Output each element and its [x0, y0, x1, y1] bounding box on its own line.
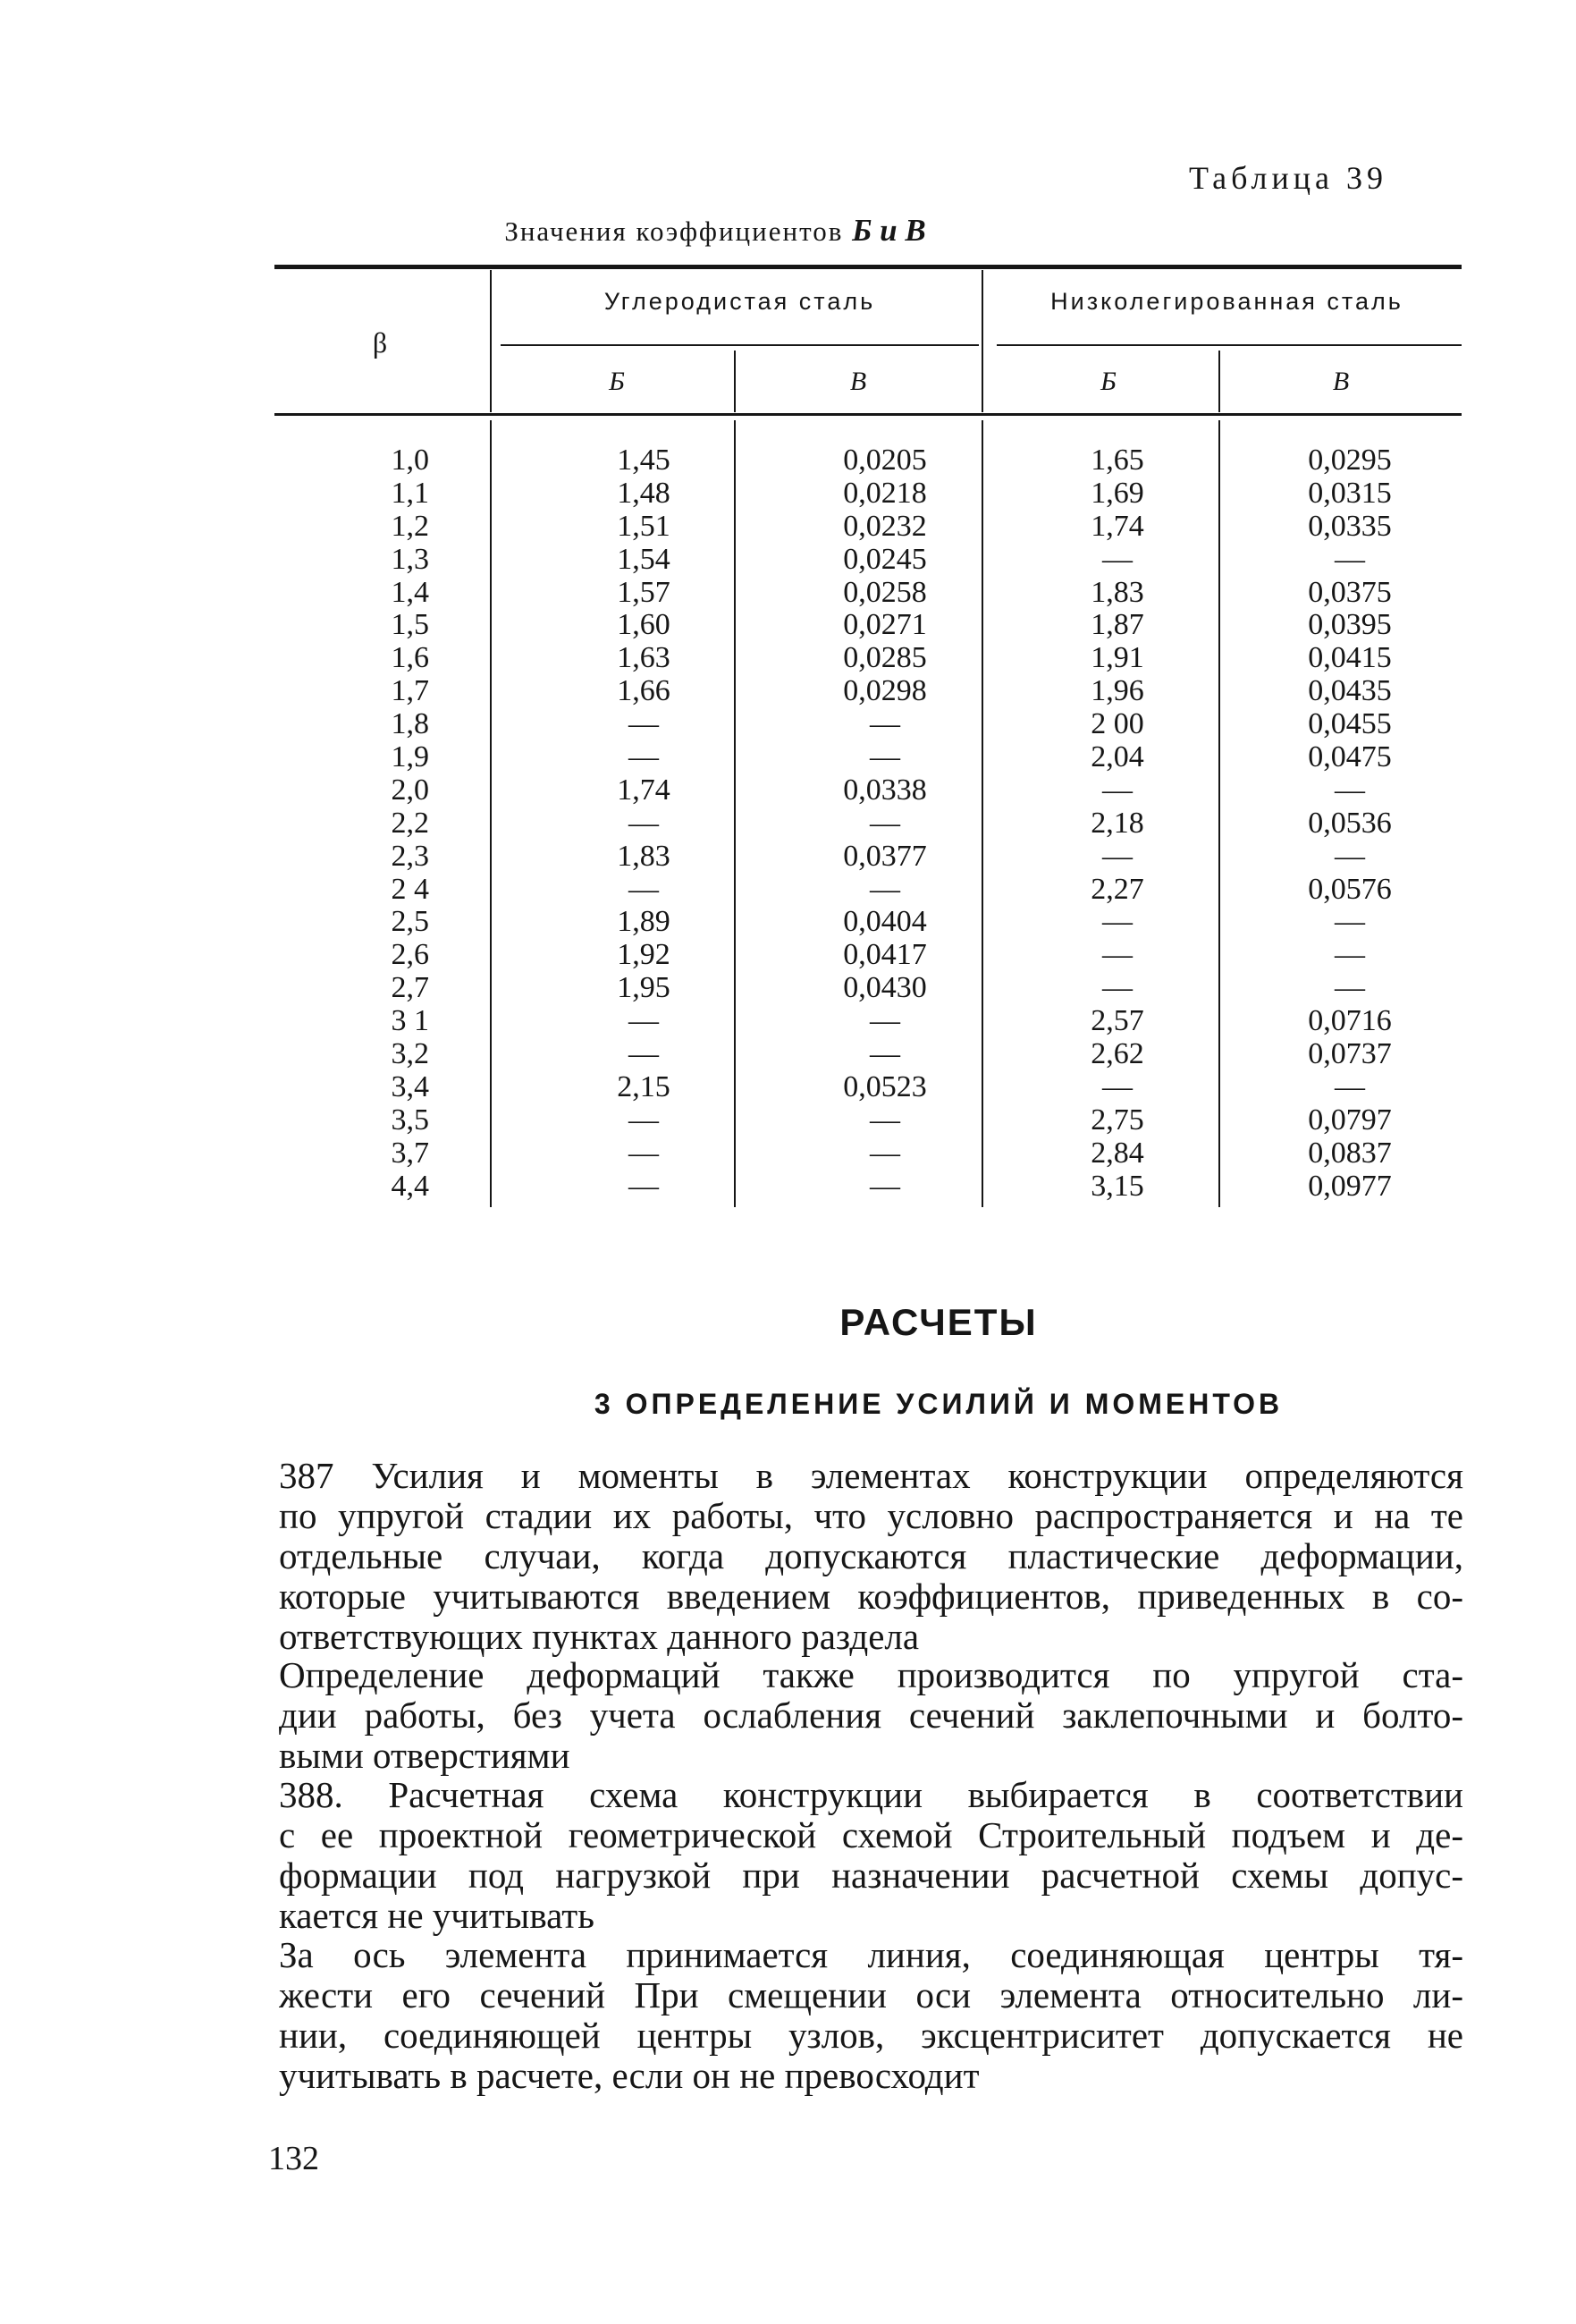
- cell-carbon-v: —: [870, 707, 900, 741]
- cell-alloy-b: 2,27: [1091, 872, 1144, 906]
- table-top-rule: [274, 265, 1462, 269]
- table-row: [268, 477, 1466, 511]
- table-body: [268, 444, 1466, 1203]
- col-divider: [1218, 351, 1220, 412]
- cell-beta: 1,8: [391, 707, 429, 741]
- table-row: [268, 906, 1466, 939]
- cell-beta: 2,0: [391, 773, 429, 807]
- cell-alloy-v: 0,0315: [1308, 476, 1392, 510]
- cell-beta: 2,3: [391, 839, 429, 873]
- table-row: [268, 1071, 1466, 1104]
- text-line: выми отверстиями: [279, 1736, 570, 1776]
- cell-carbon-v: —: [870, 1136, 900, 1170]
- cell-beta: 3,7: [391, 1136, 429, 1170]
- cell-alloy-b: —: [1102, 773, 1133, 807]
- table-row: [268, 741, 1466, 774]
- cell-alloy-v: 0,0475: [1308, 740, 1392, 774]
- cell-alloy-v: —: [1335, 1069, 1365, 1103]
- cell-alloy-v: —: [1335, 905, 1365, 939]
- table-row: [268, 774, 1466, 807]
- cell-alloy-b: —: [1102, 938, 1133, 972]
- cell-alloy-b: 1,87: [1091, 608, 1144, 642]
- cell-alloy-v: 0,0415: [1308, 641, 1392, 675]
- text-line: ответствующих пунктах данного раздела: [279, 1617, 920, 1657]
- cell-alloy-v: 0,0716: [1308, 1004, 1392, 1038]
- cell-beta: 1,2: [391, 509, 429, 543]
- table-row: [268, 708, 1466, 741]
- text-line: которые учитываются введением коэффициентов, приведенных в со-: [279, 1576, 1463, 1617]
- cell-alloy-v: 0,0455: [1308, 707, 1392, 741]
- text-line: 388. Расчетная схема конструкции выбирается в соответствии: [279, 1775, 1463, 1815]
- header-bottom-rule: [274, 413, 1462, 416]
- table-row: [268, 874, 1466, 907]
- cell-carbon-v: 0,0285: [843, 641, 927, 675]
- table-row: [268, 511, 1466, 544]
- cell-alloy-v: 0,0395: [1308, 608, 1392, 642]
- group1-rule: [501, 344, 979, 346]
- cell-carbon-v: 0,0523: [843, 1069, 927, 1103]
- cell-carbon-v: 0,0298: [843, 674, 927, 708]
- text-line: отдельные случаи, когда допускаются пластические деформации,: [279, 1536, 1463, 1576]
- cell-beta: 2,5: [391, 905, 429, 939]
- cell-beta: 3,5: [391, 1103, 429, 1137]
- cell-carbon-v: 0,0205: [843, 444, 927, 477]
- header-carbon-steel: Углеродистая сталь: [603, 288, 876, 315]
- cell-alloy-b: 1,74: [1091, 509, 1144, 543]
- cell-beta: 1,5: [391, 608, 429, 642]
- cell-alloy-v: 0,0977: [1308, 1169, 1392, 1203]
- cell-beta: 2,6: [391, 938, 429, 972]
- cell-carbon-b: 1,74: [617, 773, 670, 807]
- cell-carbon-b: 1,60: [617, 608, 670, 642]
- table-number: Таблица 39: [1189, 160, 1387, 196]
- paragraph-388: [279, 1775, 1463, 1936]
- cell-carbon-v: —: [870, 1169, 900, 1203]
- table-row: [268, 642, 1466, 675]
- cell-alloy-v: —: [1335, 971, 1365, 1005]
- table-row: [268, 1137, 1466, 1170]
- cell-beta: 1,9: [391, 740, 429, 774]
- cell-alloy-b: 2,18: [1091, 806, 1144, 840]
- cell-carbon-v: 0,0245: [843, 542, 927, 576]
- cell-alloy-v: 0,0737: [1308, 1037, 1392, 1071]
- cell-beta: 1,3: [391, 542, 429, 576]
- text-line: учитывать в расчете, если он не превосходит: [279, 2056, 980, 2096]
- table-row: [268, 841, 1466, 874]
- header-sub-v: В: [1332, 367, 1350, 396]
- cell-alloy-v: 0,0295: [1308, 444, 1392, 477]
- cell-alloy-b: 1,69: [1091, 476, 1144, 510]
- cell-alloy-b: —: [1102, 542, 1133, 576]
- cell-carbon-b: 1,45: [617, 444, 670, 477]
- cell-alloy-b: 2,04: [1091, 740, 1144, 774]
- table-row: [268, 1005, 1466, 1038]
- table-row: [268, 675, 1466, 708]
- cell-alloy-v: —: [1335, 773, 1365, 807]
- text-line: формации под нагрузкой при назначении расчетной схемы допус-: [279, 1855, 1463, 1896]
- cell-carbon-b: —: [628, 740, 659, 774]
- table-row: [268, 1170, 1466, 1204]
- cell-carbon-v: 0,0218: [843, 476, 927, 510]
- cell-carbon-v: —: [870, 1037, 900, 1071]
- cell-carbon-v: —: [870, 1004, 900, 1038]
- cell-alloy-b: —: [1102, 971, 1133, 1005]
- cell-beta: 1,0: [391, 444, 429, 477]
- text-line: с ее проектной геометрической схемой Строительный подъем и де-: [279, 1815, 1463, 1855]
- text-line: Определение деформаций также производится по упругой ста-: [279, 1655, 1463, 1695]
- table-row: [268, 1104, 1466, 1137]
- cell-carbon-b: —: [628, 1103, 659, 1137]
- cell-carbon-v: 0,0271: [843, 608, 927, 642]
- caption-text: Значения коэффициентов: [504, 215, 844, 247]
- subsection-title: 3 ОПРЕДЕЛЕНИЕ УСИЛИЙ И МОМЕНТОВ: [594, 1388, 1284, 1420]
- paragraph-deformations: [279, 1655, 1463, 1776]
- cell-carbon-b: 1,51: [617, 509, 670, 543]
- cell-alloy-v: 0,0375: [1308, 575, 1392, 609]
- cell-beta: 2 4: [391, 872, 429, 906]
- table-row: [268, 1038, 1466, 1071]
- cell-beta: 3 1: [391, 1004, 429, 1038]
- cell-carbon-b: 1,89: [617, 905, 670, 939]
- paragraph-387: [279, 1456, 1463, 1657]
- table-row: [268, 609, 1466, 642]
- cell-alloy-b: —: [1102, 839, 1133, 873]
- cell-carbon-b: 1,92: [617, 938, 670, 972]
- cell-carbon-v: 0,0377: [843, 839, 927, 873]
- cell-carbon-v: 0,0404: [843, 905, 927, 939]
- table-row: [268, 577, 1466, 610]
- section-title: РАСЧЕТЫ: [839, 1301, 1038, 1343]
- cell-beta: 1,1: [391, 476, 429, 510]
- cell-carbon-b: —: [628, 1169, 659, 1203]
- cell-beta: 3,4: [391, 1069, 429, 1103]
- col-divider: [982, 270, 983, 412]
- cell-alloy-b: 2,57: [1091, 1004, 1144, 1038]
- cell-carbon-b: —: [628, 1037, 659, 1071]
- cell-carbon-b: 1,57: [617, 575, 670, 609]
- text-line: жести его сечений При смещении оси элемента относительно ли-: [279, 1975, 1463, 2016]
- cell-carbon-b: —: [628, 707, 659, 741]
- cell-alloy-v: —: [1335, 938, 1365, 972]
- cell-carbon-v: —: [870, 872, 900, 906]
- cell-alloy-v: 0,0837: [1308, 1136, 1392, 1170]
- cell-alloy-v: 0,0335: [1308, 509, 1392, 543]
- cell-alloy-b: —: [1102, 1069, 1133, 1103]
- cell-beta: 1,7: [391, 674, 429, 708]
- cell-alloy-v: —: [1335, 839, 1365, 873]
- header-low-alloy-steel: Низколегированная сталь: [1050, 288, 1403, 315]
- col-divider: [734, 351, 736, 412]
- cell-alloy-b: 3,15: [1091, 1169, 1144, 1203]
- table-row: [268, 444, 1466, 477]
- cell-carbon-b: 1,63: [617, 641, 670, 675]
- table-row: [268, 972, 1466, 1005]
- cell-alloy-b: 2,84: [1091, 1136, 1144, 1170]
- group2-rule: [997, 344, 1462, 346]
- cell-carbon-v: 0,0232: [843, 509, 927, 543]
- table-row: [268, 544, 1466, 577]
- cell-alloy-v: 0,0435: [1308, 674, 1392, 708]
- cell-alloy-b: —: [1102, 905, 1133, 939]
- cell-carbon-b: 1,66: [617, 674, 670, 708]
- cell-carbon-b: 1,48: [617, 476, 670, 510]
- cell-beta: 1,4: [391, 575, 429, 609]
- page-number: 132: [268, 2140, 319, 2177]
- cell-carbon-v: 0,0430: [843, 971, 927, 1005]
- cell-alloy-v: 0,0576: [1308, 872, 1392, 906]
- cell-carbon-v: —: [870, 740, 900, 774]
- cell-carbon-b: —: [628, 872, 659, 906]
- text-line: нии, соединяющей центры узлов, эксцентриситет допускается не: [279, 2016, 1463, 2056]
- cell-alloy-b: 2 00: [1091, 707, 1144, 741]
- cell-carbon-b: 1,54: [617, 542, 670, 576]
- cell-alloy-v: 0,0797: [1308, 1103, 1392, 1137]
- header-sub-v: В: [849, 367, 867, 396]
- text-line: 387 Усилия и моменты в элементах конструкции определяются: [279, 1456, 1463, 1496]
- text-line: кается не учитывать: [279, 1896, 594, 1936]
- cell-alloy-v: 0,0536: [1308, 806, 1392, 840]
- header-sub-b: Б: [609, 367, 625, 396]
- text-line: За ось элемента принимается линия, соединяющая центры тя-: [279, 1935, 1463, 1975]
- cell-carbon-v: —: [870, 1103, 900, 1137]
- cell-beta: 1,6: [391, 641, 429, 675]
- cell-beta: 4,4: [391, 1169, 429, 1203]
- cell-carbon-v: 0,0417: [843, 938, 927, 972]
- cell-alloy-b: 1,83: [1091, 575, 1144, 609]
- header-sub-b: Б: [1100, 367, 1117, 396]
- cell-carbon-b: —: [628, 1136, 659, 1170]
- cell-carbon-v: 0,0338: [843, 773, 927, 807]
- header-beta: β: [372, 326, 388, 359]
- cell-carbon-v: 0,0258: [843, 575, 927, 609]
- cell-beta: 2,7: [391, 971, 429, 1005]
- cell-carbon-b: 2,15: [617, 1069, 670, 1103]
- paragraph-element-axis: [279, 1935, 1463, 2096]
- caption-symbols: Б и В: [852, 213, 926, 248]
- table-caption: [277, 213, 1153, 249]
- table-row: [268, 807, 1466, 841]
- cell-carbon-b: —: [628, 806, 659, 840]
- cell-alloy-b: 2,62: [1091, 1037, 1144, 1071]
- cell-alloy-v: —: [1335, 542, 1365, 576]
- text-line: по упругой стадии их работы, что условно распространяется и на те: [279, 1496, 1463, 1536]
- cell-alloy-b: 1,91: [1091, 641, 1144, 675]
- cell-carbon-b: 1,95: [617, 971, 670, 1005]
- cell-carbon-b: 1,83: [617, 839, 670, 873]
- col-divider: [490, 270, 492, 412]
- cell-carbon-v: —: [870, 806, 900, 840]
- cell-alloy-b: 2,75: [1091, 1103, 1144, 1137]
- table-row: [268, 939, 1466, 972]
- cell-carbon-b: —: [628, 1004, 659, 1038]
- cell-alloy-b: 1,65: [1091, 444, 1144, 477]
- cell-beta: 3,2: [391, 1037, 429, 1071]
- text-line: дии работы, без учета ослабления сечений заклепочными и болто-: [279, 1695, 1463, 1736]
- cell-alloy-b: 1,96: [1091, 674, 1144, 708]
- cell-beta: 2,2: [391, 806, 429, 840]
